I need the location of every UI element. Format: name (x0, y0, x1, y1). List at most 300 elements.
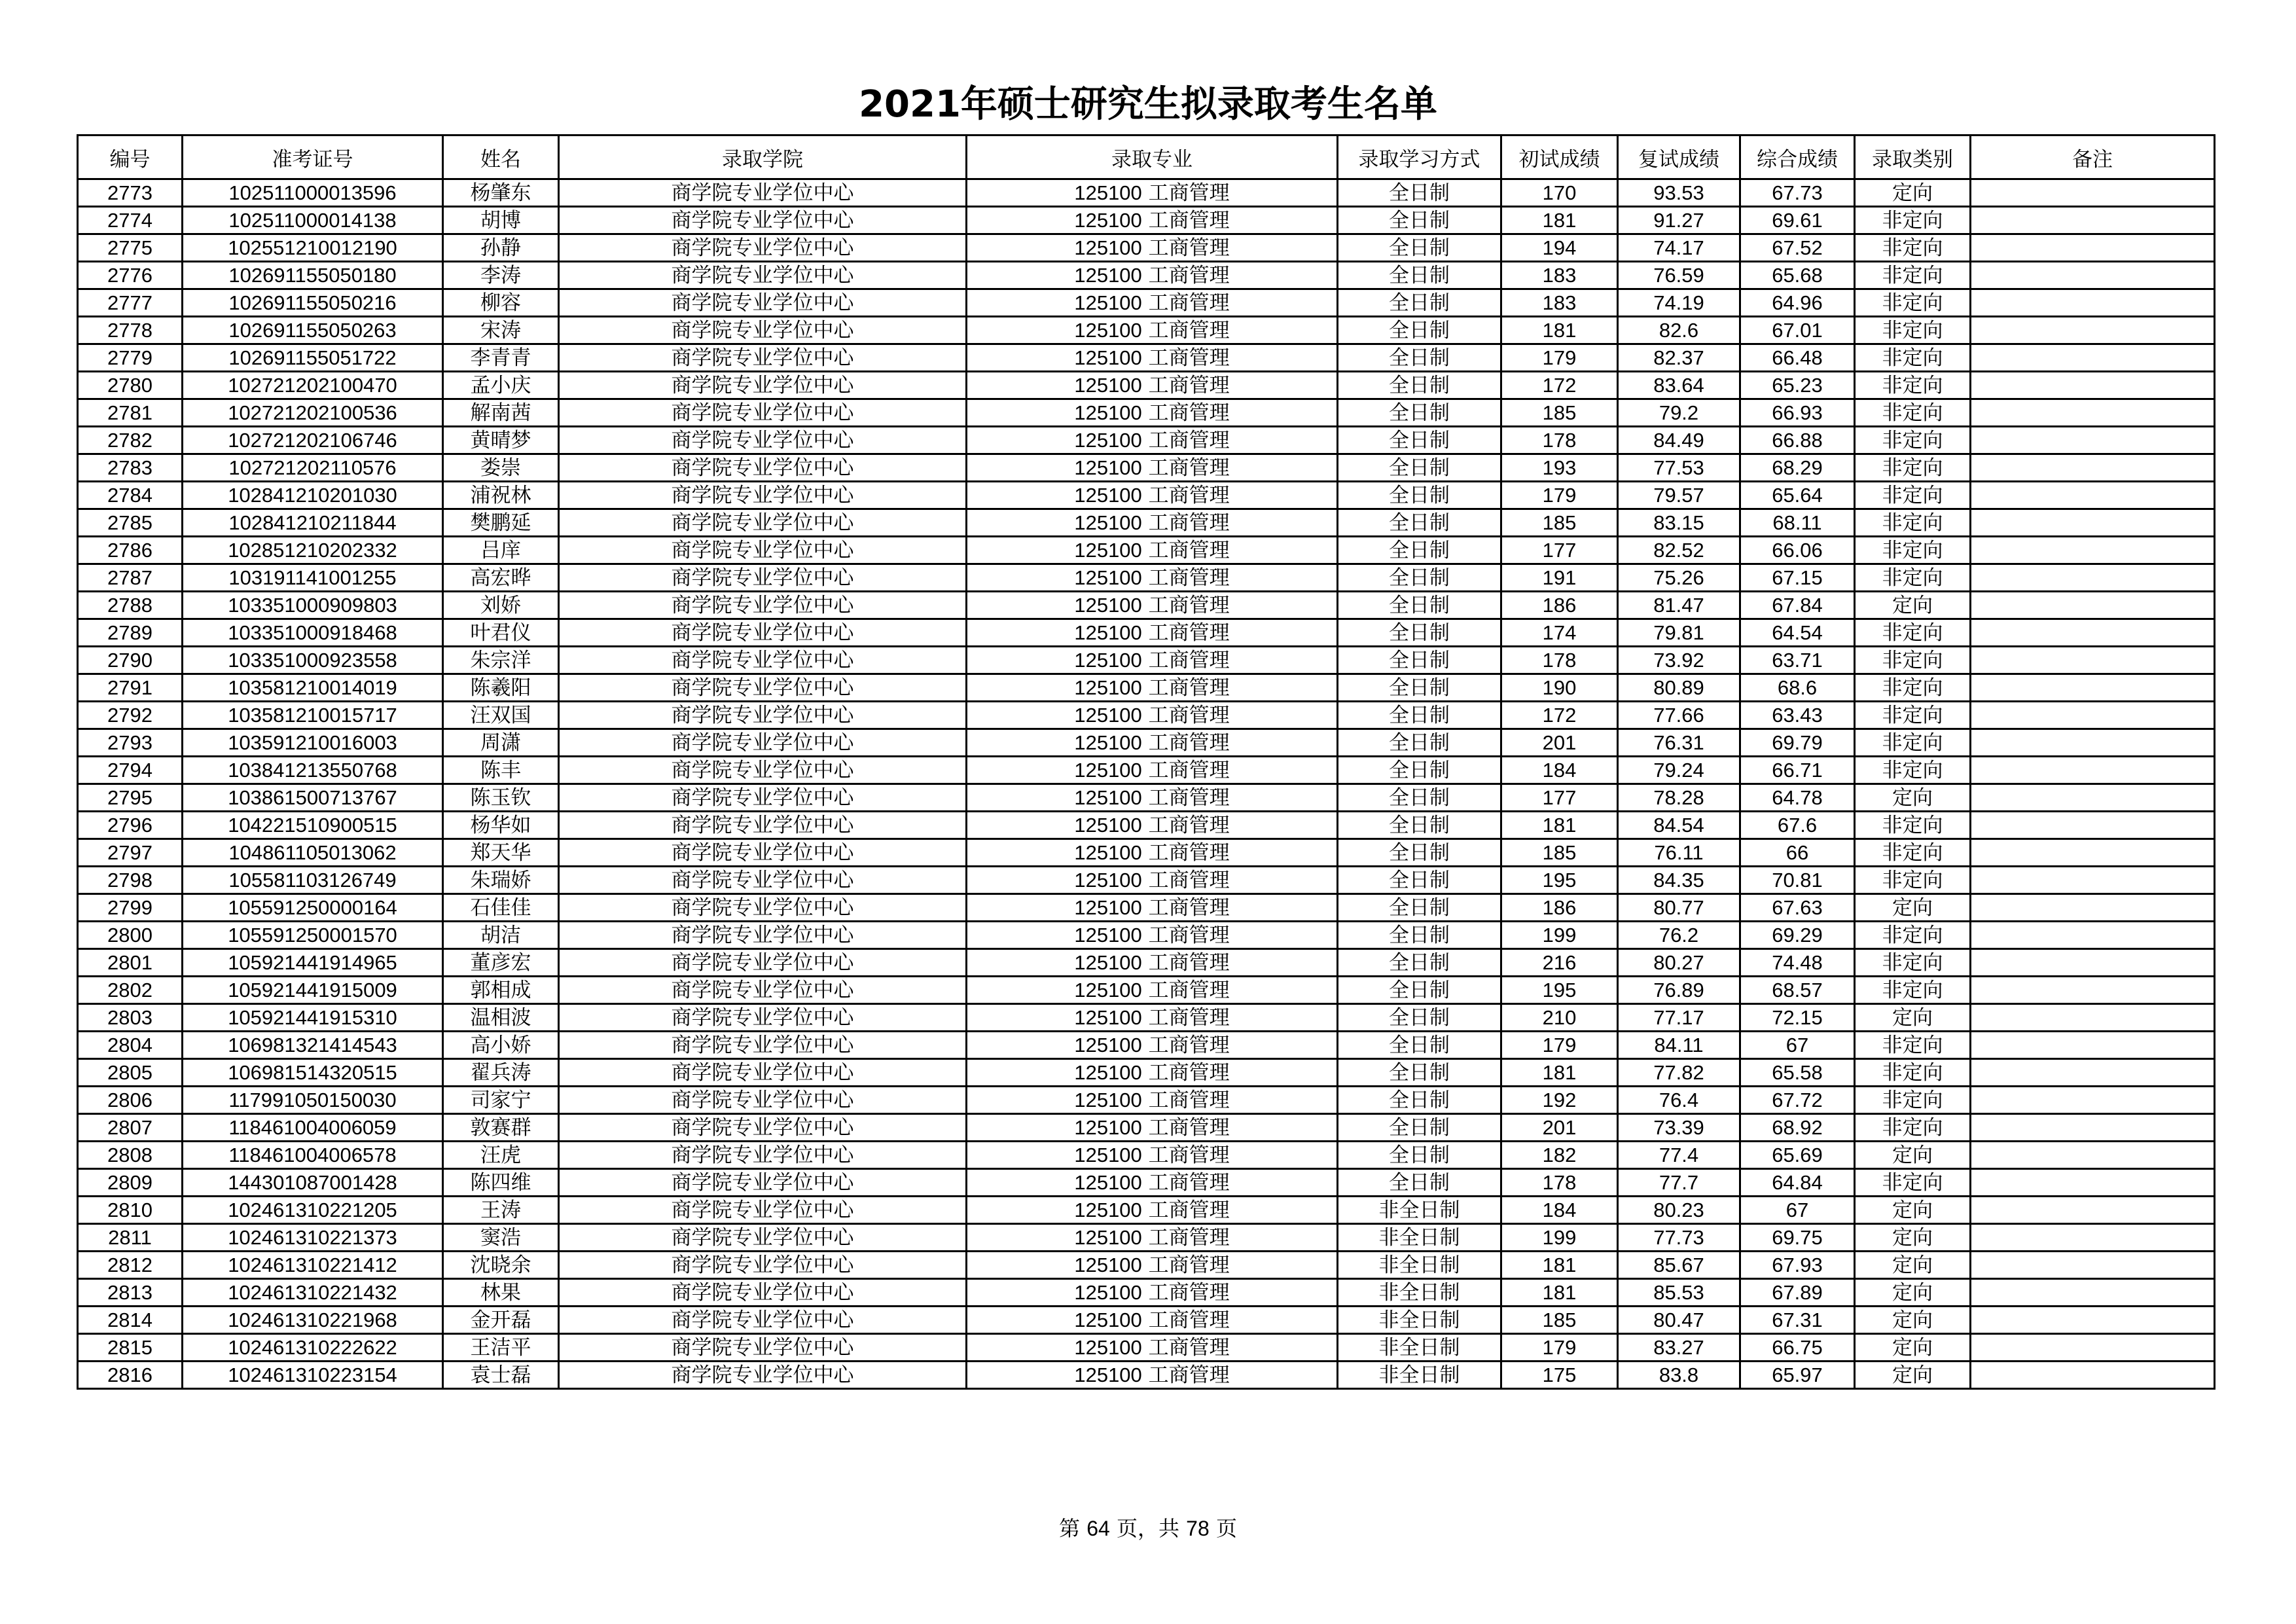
cell-category: 非定向 (1855, 867, 1971, 894)
cell-name: 解南茜 (443, 399, 559, 427)
cell-number: 2815 (78, 1334, 183, 1362)
cell-number: 2781 (78, 399, 183, 427)
cell-college: 商学院专业学位中心 (559, 344, 967, 372)
cell-remark (1971, 1059, 2215, 1087)
major-code: 125100 (1074, 401, 1142, 424)
cell-college: 商学院专业学位中心 (559, 839, 967, 867)
cell-number: 2786 (78, 537, 183, 564)
cell-retest-score: 76.2 (1618, 922, 1740, 949)
major-code: 125100 (1074, 318, 1142, 342)
cell-number: 2782 (78, 427, 183, 454)
cell-remark (1971, 894, 2215, 922)
cell-total-score: 67.72 (1740, 1087, 1855, 1114)
cell-college: 商学院专业学位中心 (559, 1362, 967, 1389)
major-name: 工商管理 (1148, 1033, 1230, 1057)
cell-major (967, 647, 1338, 674)
cell-retest-score: 79.57 (1618, 482, 1740, 509)
cell-initial-score: 174 (1501, 619, 1618, 647)
cell-total-score: 66.71 (1740, 757, 1855, 784)
major-code: 125100 (1074, 511, 1142, 534)
cell-exam-id: 105921441914965 (183, 949, 443, 977)
major-name: 工商管理 (1148, 950, 1230, 975)
cell-name: 浦祝林 (443, 482, 559, 509)
cell-remark (1971, 1224, 2215, 1252)
cell-number: 2794 (78, 757, 183, 784)
table-row (78, 1279, 2215, 1307)
cell-name: 孙静 (443, 234, 559, 262)
cell-exam-id: 103861500713767 (183, 784, 443, 812)
major-name: 工商管理 (1148, 1335, 1230, 1360)
cell-retest-score: 80.47 (1618, 1307, 1740, 1334)
cell-total-score: 68.29 (1740, 454, 1855, 482)
table-row (78, 1224, 2215, 1252)
cell-number: 2810 (78, 1197, 183, 1224)
cell-major (967, 317, 1338, 344)
cell-initial-score: 181 (1501, 1252, 1618, 1279)
cell-exam-id: 105591250000164 (183, 894, 443, 922)
cell-exam-id: 102511000014138 (183, 207, 443, 234)
cell-total-score: 63.43 (1740, 702, 1855, 729)
major-code: 125100 (1074, 1005, 1142, 1029)
major-code: 125100 (1074, 785, 1142, 809)
cell-name: 石佳佳 (443, 894, 559, 922)
cell-major (967, 207, 1338, 234)
cell-initial-score: 185 (1501, 839, 1618, 867)
cell-initial-score: 201 (1501, 1114, 1618, 1142)
cell-major (967, 1032, 1338, 1059)
major-code: 125100 (1074, 676, 1142, 699)
cell-remark (1971, 702, 2215, 729)
cell-total-score: 67 (1740, 1197, 1855, 1224)
cell-college: 商学院专业学位中心 (559, 702, 967, 729)
cell-remark (1971, 839, 2215, 867)
table-row (78, 537, 2215, 564)
cell-total-score: 65.69 (1740, 1142, 1855, 1169)
cell-name: 朱宗洋 (443, 647, 559, 674)
cell-total-score: 66.75 (1740, 1334, 1855, 1362)
cell-name: 敦赛群 (443, 1114, 559, 1142)
cell-category: 定向 (1855, 1362, 1971, 1389)
cell-study-mode: 全日制 (1338, 1004, 1501, 1032)
cell-total-score: 66.93 (1740, 399, 1855, 427)
cell-exam-id: 102551210012190 (183, 234, 443, 262)
cell-retest-score: 83.8 (1618, 1362, 1740, 1389)
cell-total-score: 68.57 (1740, 977, 1855, 1004)
cell-major (967, 977, 1338, 1004)
cell-college: 商学院专业学位中心 (559, 399, 967, 427)
cell-college: 商学院专业学位中心 (559, 1224, 967, 1252)
cell-retest-score: 76.89 (1618, 977, 1740, 1004)
cell-number: 2814 (78, 1307, 183, 1334)
cell-category: 定向 (1855, 1334, 1971, 1362)
cell-college: 商学院专业学位中心 (559, 1059, 967, 1087)
cell-college: 商学院专业学位中心 (559, 592, 967, 619)
admission-table (77, 134, 2215, 1390)
major-name: 工商管理 (1148, 1280, 1230, 1305)
cell-total-score: 69.61 (1740, 207, 1855, 234)
cell-total-score: 69.75 (1740, 1224, 1855, 1252)
cell-retest-score: 91.27 (1618, 207, 1740, 234)
major-name: 工商管理 (1148, 483, 1230, 507)
cell-category: 非定向 (1855, 509, 1971, 537)
cell-name: 杨肇东 (443, 179, 559, 207)
cell-initial-score: 195 (1501, 867, 1618, 894)
major-name: 工商管理 (1148, 1143, 1230, 1167)
cell-study-mode: 全日制 (1338, 564, 1501, 592)
major-code: 125100 (1074, 923, 1142, 947)
cell-college: 商学院专业学位中心 (559, 427, 967, 454)
header-cell-exam-id: 准考证号 (183, 135, 443, 179)
page-title: 2021年硕士研究生拟录取考生名单 (859, 83, 1437, 126)
cell-college: 商学院专业学位中心 (559, 1004, 967, 1032)
cell-major (967, 427, 1338, 454)
cell-study-mode: 全日制 (1338, 1032, 1501, 1059)
major-name: 工商管理 (1148, 676, 1230, 700)
cell-exam-id: 102691155051722 (183, 344, 443, 372)
table-row (78, 234, 2215, 262)
cell-category: 非定向 (1855, 977, 1971, 1004)
table-row (78, 179, 2215, 207)
cell-retest-score: 77.73 (1618, 1224, 1740, 1252)
cell-name: 王洁平 (443, 1334, 559, 1362)
header-cell-study-mode: 录取学习方式 (1338, 135, 1501, 179)
cell-initial-score: 181 (1501, 812, 1618, 839)
table-row (78, 784, 2215, 812)
major-name: 工商管理 (1148, 538, 1230, 562)
cell-major (967, 1224, 1338, 1252)
cell-exam-id: 102461310222622 (183, 1334, 443, 1362)
cell-study-mode: 全日制 (1338, 592, 1501, 619)
cell-retest-score: 84.35 (1618, 867, 1740, 894)
cell-college: 商学院专业学位中心 (559, 674, 967, 702)
cell-major (967, 1252, 1338, 1279)
cell-exam-id: 102721202110576 (183, 454, 443, 482)
cell-study-mode: 全日制 (1338, 1087, 1501, 1114)
cell-college: 商学院专业学位中心 (559, 647, 967, 674)
cell-major (967, 729, 1338, 757)
table-row (78, 564, 2215, 592)
cell-total-score: 74.48 (1740, 949, 1855, 977)
major-code: 125100 (1074, 1308, 1142, 1331)
cell-category: 非定向 (1855, 922, 1971, 949)
cell-number: 2784 (78, 482, 183, 509)
cell-major (967, 1307, 1338, 1334)
major-name: 工商管理 (1148, 456, 1230, 480)
cell-name: 宋涛 (443, 317, 559, 344)
cell-initial-score: 194 (1501, 234, 1618, 262)
major-code: 125100 (1074, 1170, 1142, 1194)
table-row (78, 674, 2215, 702)
major-code: 125100 (1074, 1088, 1142, 1111)
major-code: 125100 (1074, 703, 1142, 727)
cell-initial-score: 178 (1501, 427, 1618, 454)
header-cell-category: 录取类别 (1855, 135, 1971, 179)
cell-initial-score: 179 (1501, 482, 1618, 509)
cell-category: 非定向 (1855, 262, 1971, 289)
cell-retest-score: 85.53 (1618, 1279, 1740, 1307)
cell-initial-score: 170 (1501, 179, 1618, 207)
cell-exam-id: 118461004006578 (183, 1142, 443, 1169)
cell-college: 商学院专业学位中心 (559, 977, 967, 1004)
cell-name: 司家宁 (443, 1087, 559, 1114)
cell-name: 孟小庆 (443, 372, 559, 399)
cell-major (967, 1197, 1338, 1224)
cell-initial-score: 185 (1501, 1307, 1618, 1334)
cell-category: 定向 (1855, 1004, 1971, 1032)
cell-number: 2788 (78, 592, 183, 619)
cell-name: 李青青 (443, 344, 559, 372)
cell-number: 2813 (78, 1279, 183, 1307)
cell-exam-id: 103351000918468 (183, 619, 443, 647)
cell-name: 陈玉钦 (443, 784, 559, 812)
footer-suffix: 页 (1215, 1516, 1237, 1541)
cell-major (967, 1059, 1338, 1087)
cell-name: 柳容 (443, 289, 559, 317)
cell-study-mode: 全日制 (1338, 344, 1501, 372)
cell-retest-score: 80.27 (1618, 949, 1740, 977)
cell-retest-score: 80.77 (1618, 894, 1740, 922)
cell-total-score: 66.06 (1740, 537, 1855, 564)
cell-remark (1971, 1334, 2215, 1362)
cell-exam-id: 102721202100536 (183, 399, 443, 427)
cell-remark (1971, 454, 2215, 482)
cell-initial-score: 184 (1501, 1197, 1618, 1224)
cell-name: 陈丰 (443, 757, 559, 784)
cell-number: 2803 (78, 1004, 183, 1032)
cell-college: 商学院专业学位中心 (559, 1279, 967, 1307)
table-row (78, 1334, 2215, 1362)
cell-initial-score: 185 (1501, 399, 1618, 427)
cell-remark (1971, 784, 2215, 812)
cell-category: 非定向 (1855, 344, 1971, 372)
cell-retest-score: 74.17 (1618, 234, 1740, 262)
cell-number: 2807 (78, 1114, 183, 1142)
cell-initial-score: 192 (1501, 1087, 1618, 1114)
cell-total-score: 67.93 (1740, 1252, 1855, 1279)
table-row (78, 262, 2215, 289)
cell-retest-score: 93.53 (1618, 179, 1740, 207)
cell-total-score: 65.68 (1740, 262, 1855, 289)
cell-retest-score: 75.26 (1618, 564, 1740, 592)
cell-exam-id: 106981514320515 (183, 1059, 443, 1087)
major-name: 工商管理 (1148, 923, 1230, 947)
cell-retest-score: 83.64 (1618, 372, 1740, 399)
major-name: 工商管理 (1148, 291, 1230, 315)
cell-retest-score: 76.4 (1618, 1087, 1740, 1114)
cell-major (967, 619, 1338, 647)
cell-college: 商学院专业学位中心 (559, 729, 967, 757)
cell-category: 非定向 (1855, 1059, 1971, 1087)
cell-total-score: 64.78 (1740, 784, 1855, 812)
cell-major (967, 1279, 1338, 1307)
cell-study-mode: 非全日制 (1338, 1307, 1501, 1334)
cell-major (967, 372, 1338, 399)
cell-initial-score: 190 (1501, 674, 1618, 702)
cell-remark (1971, 619, 2215, 647)
cell-major (967, 949, 1338, 977)
table-row (78, 592, 2215, 619)
cell-major (967, 1142, 1338, 1169)
cell-exam-id: 102461310221373 (183, 1224, 443, 1252)
cell-study-mode: 全日制 (1338, 262, 1501, 289)
table-row (78, 482, 2215, 509)
cell-category: 定向 (1855, 1279, 1971, 1307)
cell-initial-score: 178 (1501, 1169, 1618, 1197)
cell-study-mode: 全日制 (1338, 867, 1501, 894)
cell-remark (1971, 647, 2215, 674)
cell-name: 王涛 (443, 1197, 559, 1224)
cell-initial-score: 181 (1501, 317, 1618, 344)
cell-remark (1971, 1087, 2215, 1114)
cell-exam-id: 102851210202332 (183, 537, 443, 564)
cell-category: 非定向 (1855, 619, 1971, 647)
cell-exam-id: 103581210015717 (183, 702, 443, 729)
cell-number: 2799 (78, 894, 183, 922)
cell-number: 2806 (78, 1087, 183, 1114)
cell-retest-score: 76.59 (1618, 262, 1740, 289)
cell-major (967, 344, 1338, 372)
cell-retest-score: 77.7 (1618, 1169, 1740, 1197)
cell-number: 2797 (78, 839, 183, 867)
cell-exam-id: 105581103126749 (183, 867, 443, 894)
cell-college: 商学院专业学位中心 (559, 564, 967, 592)
major-code: 125100 (1074, 593, 1142, 617)
cell-remark (1971, 1252, 2215, 1279)
cell-study-mode: 全日制 (1338, 894, 1501, 922)
cell-study-mode: 全日制 (1338, 427, 1501, 454)
cell-initial-score: 177 (1501, 784, 1618, 812)
cell-retest-score: 79.24 (1618, 757, 1740, 784)
major-name: 工商管理 (1148, 181, 1230, 205)
cell-retest-score: 73.39 (1618, 1114, 1740, 1142)
cell-study-mode: 全日制 (1338, 812, 1501, 839)
cell-category: 非定向 (1855, 399, 1971, 427)
cell-exam-id: 118461004006059 (183, 1114, 443, 1142)
cell-college: 商学院专业学位中心 (559, 1307, 967, 1334)
major-code: 125100 (1074, 181, 1142, 204)
major-name: 工商管理 (1148, 401, 1230, 425)
cell-study-mode: 非全日制 (1338, 1362, 1501, 1389)
cell-total-score: 68.92 (1740, 1114, 1855, 1142)
cell-number: 2780 (78, 372, 183, 399)
cell-total-score: 65.64 (1740, 482, 1855, 509)
table-row (78, 1307, 2215, 1334)
table-row (78, 344, 2215, 372)
cell-retest-score: 80.89 (1618, 674, 1740, 702)
cell-major (967, 179, 1338, 207)
cell-exam-id: 102461310221968 (183, 1307, 443, 1334)
cell-exam-id: 103841213550768 (183, 757, 443, 784)
cell-college: 商学院专业学位中心 (559, 372, 967, 399)
cell-major (967, 674, 1338, 702)
cell-exam-id: 105921441915310 (183, 1004, 443, 1032)
cell-category: 非定向 (1855, 949, 1971, 977)
cell-college: 商学院专业学位中心 (559, 262, 967, 289)
table-row (78, 647, 2215, 674)
cell-study-mode: 非全日制 (1338, 1279, 1501, 1307)
cell-retest-score: 79.2 (1618, 399, 1740, 427)
cell-study-mode: 全日制 (1338, 949, 1501, 977)
major-name: 工商管理 (1148, 428, 1230, 452)
major-name: 工商管理 (1148, 868, 1230, 892)
cell-retest-score: 76.11 (1618, 839, 1740, 867)
cell-retest-score: 77.66 (1618, 702, 1740, 729)
cell-exam-id: 102691155050180 (183, 262, 443, 289)
major-code: 125100 (1074, 950, 1142, 974)
cell-study-mode: 非全日制 (1338, 1224, 1501, 1252)
cell-remark (1971, 564, 2215, 592)
cell-exam-id: 102461310221205 (183, 1197, 443, 1224)
cell-initial-score: 185 (1501, 509, 1618, 537)
cell-number: 2802 (78, 977, 183, 1004)
table-row (78, 702, 2215, 729)
cell-remark (1971, 509, 2215, 537)
cell-initial-score: 179 (1501, 344, 1618, 372)
cell-major (967, 234, 1338, 262)
footer-current-page: 64 (1086, 1517, 1110, 1540)
cell-college: 商学院专业学位中心 (559, 207, 967, 234)
cell-study-mode: 全日制 (1338, 509, 1501, 537)
cell-category: 定向 (1855, 1142, 1971, 1169)
cell-initial-score: 179 (1501, 1032, 1618, 1059)
cell-name: 林果 (443, 1279, 559, 1307)
cell-study-mode: 全日制 (1338, 839, 1501, 867)
cell-category: 非定向 (1855, 757, 1971, 784)
cell-number: 2800 (78, 922, 183, 949)
major-name: 工商管理 (1148, 1253, 1230, 1277)
cell-major (967, 482, 1338, 509)
major-code: 125100 (1074, 428, 1142, 452)
cell-total-score: 66.48 (1740, 344, 1855, 372)
cell-exam-id: 144301087001428 (183, 1169, 443, 1197)
cell-number: 2809 (78, 1169, 183, 1197)
header-cell-retest-score: 复试成绩 (1618, 135, 1740, 179)
cell-number: 2792 (78, 702, 183, 729)
major-name: 工商管理 (1148, 621, 1230, 645)
cell-initial-score: 181 (1501, 207, 1618, 234)
table-row (78, 1169, 2215, 1197)
cell-remark (1971, 729, 2215, 757)
table-row (78, 839, 2215, 867)
cell-college: 商学院专业学位中心 (559, 317, 967, 344)
cell-name: 高小娇 (443, 1032, 559, 1059)
cell-college: 商学院专业学位中心 (559, 949, 967, 977)
major-code: 125100 (1074, 208, 1142, 232)
page-footer (0, 1512, 2296, 1542)
cell-retest-score: 83.15 (1618, 509, 1740, 537)
cell-exam-id: 102841210211844 (183, 509, 443, 537)
cell-number: 2793 (78, 729, 183, 757)
major-name: 工商管理 (1148, 758, 1230, 782)
cell-number: 2787 (78, 564, 183, 592)
major-name: 工商管理 (1148, 703, 1230, 727)
cell-remark (1971, 1114, 2215, 1142)
major-code: 125100 (1074, 483, 1142, 507)
table-row (78, 977, 2215, 1004)
cell-study-mode: 全日制 (1338, 454, 1501, 482)
cell-initial-score: 179 (1501, 1334, 1618, 1362)
major-name: 工商管理 (1148, 318, 1230, 342)
cell-category: 非定向 (1855, 1169, 1971, 1197)
cell-name: 周潇 (443, 729, 559, 757)
cell-category: 非定向 (1855, 454, 1971, 482)
cell-name: 胡洁 (443, 922, 559, 949)
cell-remark (1971, 1197, 2215, 1224)
table-row (78, 729, 2215, 757)
cell-exam-id: 102511000013596 (183, 179, 443, 207)
cell-college: 商学院专业学位中心 (559, 234, 967, 262)
cell-remark (1971, 289, 2215, 317)
